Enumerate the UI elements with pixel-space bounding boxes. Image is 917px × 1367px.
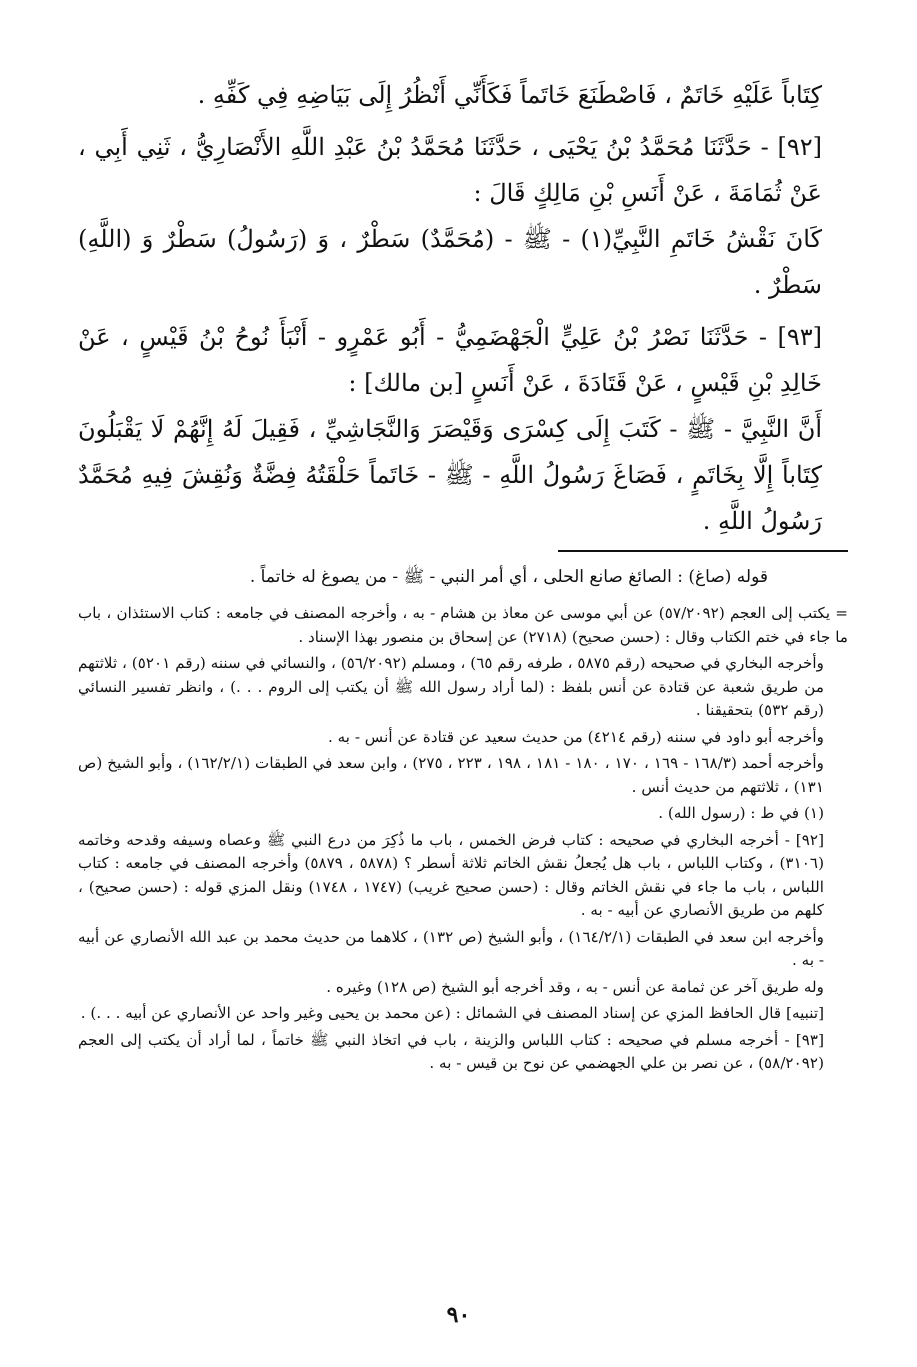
hadith-92-matn: كَانَ نَقْشُ خَاتَمِ النَّبِيِّ(١) - ﷺ - (مُحَمَّدٌ) سَطْرٌ ، وَ (رَسُولُ) سَطْرٌ وَ (اللَّهِ) سَطْرٌ . — [78, 225, 822, 299]
footnote-divider — [558, 550, 848, 552]
hadith-92-isnad: [٩٢] - حَدَّثَنَا مُحَمَّدُ بْنُ يَحْيَى ، حَدَّثَنَا مُحَمَّدُ بْنُ عَبْدِ اللَّهِ الأَنْصَارِيُّ ، ثَنِي أَبِي ، عَنْ ثُمَامَةَ ، عَنْ أَنَسِ بْنِ مَالِكٍ قَالَ : — [78, 133, 822, 207]
main-text — [78, 72, 848, 544]
footnote-continuation: = يكتب إلى العجم (٥٧/٢٠٩٢) عن أبي موسى عن معاذ بن هشام - به ، وأخرجه المصنف في جامعه : كتاب الاستئذان ، باب ما جاء في ختم الكتاب وقال : (حسن صحيح) (٢٧١٨) عن إسحاق بن منصور بهذا الإسناد . — [78, 604, 848, 646]
hadith-91-ending: كِتَاباً عَلَيْهِ خَاتَمٌ ، فَاصْطَنَعَ خَاتَماً فَكَأَنِّي أَنْظُرُ إِلَى بَيَاضِهِ فِي كَفِّهِ . — [197, 81, 822, 109]
page-number: ٩٠ — [446, 1302, 471, 1328]
footnote-1: (١) في ط : (رسول الله) . — [658, 804, 824, 822]
hadith-93-isnad: [٩٣] - حَدَّثَنَا نَصْرُ بْنُ عَلِيٍّ الْجَهْضَمِيُّ - أَبُو عَمْرٍو - أَنْبَأَ نُوحُ بْنُ قَيْسٍ ، عَنْ خَالِدِ بْنِ قَيْسٍ ، عَنْ قَتَادَةَ ، عَنْ أَنَسٍ [بن مالك] : — [78, 323, 822, 397]
footnote-92-ibn-saad: وأخرجه ابن سعد في الطبقات (١٦٤/٢/١) ، وأبو الشيخ (ص ١٣٢) ، كلاهما من حديث محمد بن عبد الله الأنصاري عن أبيه - به . — [78, 927, 825, 969]
footnote-93: [٩٣] - أخرجه مسلم في صحيحه : كتاب اللباس والزينة ، باب في اتخاذ النبي ﷺ خاتماً ، لما أراد أن يكتب إلى العجم (٥٨/٢٠٩٢) ، عن نصر بن علي الجهضمي عن نوح بن قيس - به . — [78, 1030, 824, 1072]
footnote-ahmad: وأخرجه أحمد (١٦٨/٣ - ١٦٩ ، ١٧٠ ، ١٨٠ - ١٨١ ، ١٩٨ ، ٢٢٣ ، ٢٧٥) ، وابن سعد في الطبقات (١٦٢/٢/١) ، وأبو الشيخ (ص ١٣١) ، ثلاثتهم من حديث أنس . — [78, 754, 824, 796]
footnote-bukhari: وأخرجه البخاري في صحيحه (رقم ٥٨٧٥ ، طرفه رقم ٦٥) ، ومسلم (٥٦/٢٠٩٢) ، والنسائي في سننه (رقم ٥٢٠١) ، ثلاثتهم من طريق شعبة عن قتادة عن أنس بلفظ : (لما أراد رسول الله ﷺ أن يكتب إلى الروم . . .) ، وانظر تفسير النسائي (رقم ٥٣٢) بتحقيقنا . — [78, 654, 824, 719]
intro-line — [78, 72, 848, 118]
hadith-92 — [78, 124, 848, 308]
gloss-note: قوله (صاغ) : الصائغ صانع الحلى ، أي أمر النبي - ﷺ - من يصوغ له خاتماً . — [249, 567, 768, 587]
hadith-93-matn: أَنَّ النَّبِيَّ - ﷺ - كَتَبَ إِلَى كِسْرَى وَقَيْصَرَ وَالنَّجَاشِيِّ ، فَقِيلَ لَهُ إِنَّهُمْ لَا يَقْبَلُونَ كِتَاباً إِلَّا بِخَاتَمٍ ، فَصَاغَ رَسُولُ اللَّهِ - ﷺ - خَاتَماً حَلْقَتُهُ فِضَّةٌ وَنُقِشَ فِيهِ مُحَمَّدٌ رَسُولُ اللَّهِ . — [78, 415, 822, 535]
footnote-92-other-route: وله طريق آخر عن ثمامة عن أنس - به ، وقد أخرجه أبو الشيخ (ص ١٢٨) وغيره . — [326, 977, 824, 996]
footnote-92: [٩٢] - أخرجه البخاري في صحيحه : كتاب فرض الخمس ، باب ما ذُكِرَ من درع النبي ﷺ وعصاه وسيفه وقدحه وخاتمه (٣١٠٦) ، وكتاب اللباس ، باب هل يُجعلُ نقش الخاتم ثلاثة أسطر ؟ (٥٨٧٨ ، ٥٨٧٩) وأخرجه المصنف في جامعه : كتاب اللباس ، باب ما جاء في نقش الخاتم وقال : (حسن صحيح غريب) (١٧٤٧ ، ١٧٤٨) ونقل المزي قوله : (حسن صحيح) ، كلهم من طريق الأنصاري عن أبيه - به . — [78, 830, 824, 919]
hadith-93 — [78, 314, 848, 544]
page-body — [78, 72, 848, 1079]
footnotes — [78, 602, 848, 1076]
footnote-abu-dawud: وأخرجه أبو داود في سننه (رقم ٤٢١٤) من حديث سعيد عن قتادة عن أنس - به . — [327, 727, 824, 746]
footnote-92-tanbih: [تنبيه] قال الحافظ المزي عن إسناد المصنف في الشمائل : (عن محمد بن يحيى وغير واحد عن الأنصاري عن أبيه . . .) . — [80, 1004, 824, 1022]
